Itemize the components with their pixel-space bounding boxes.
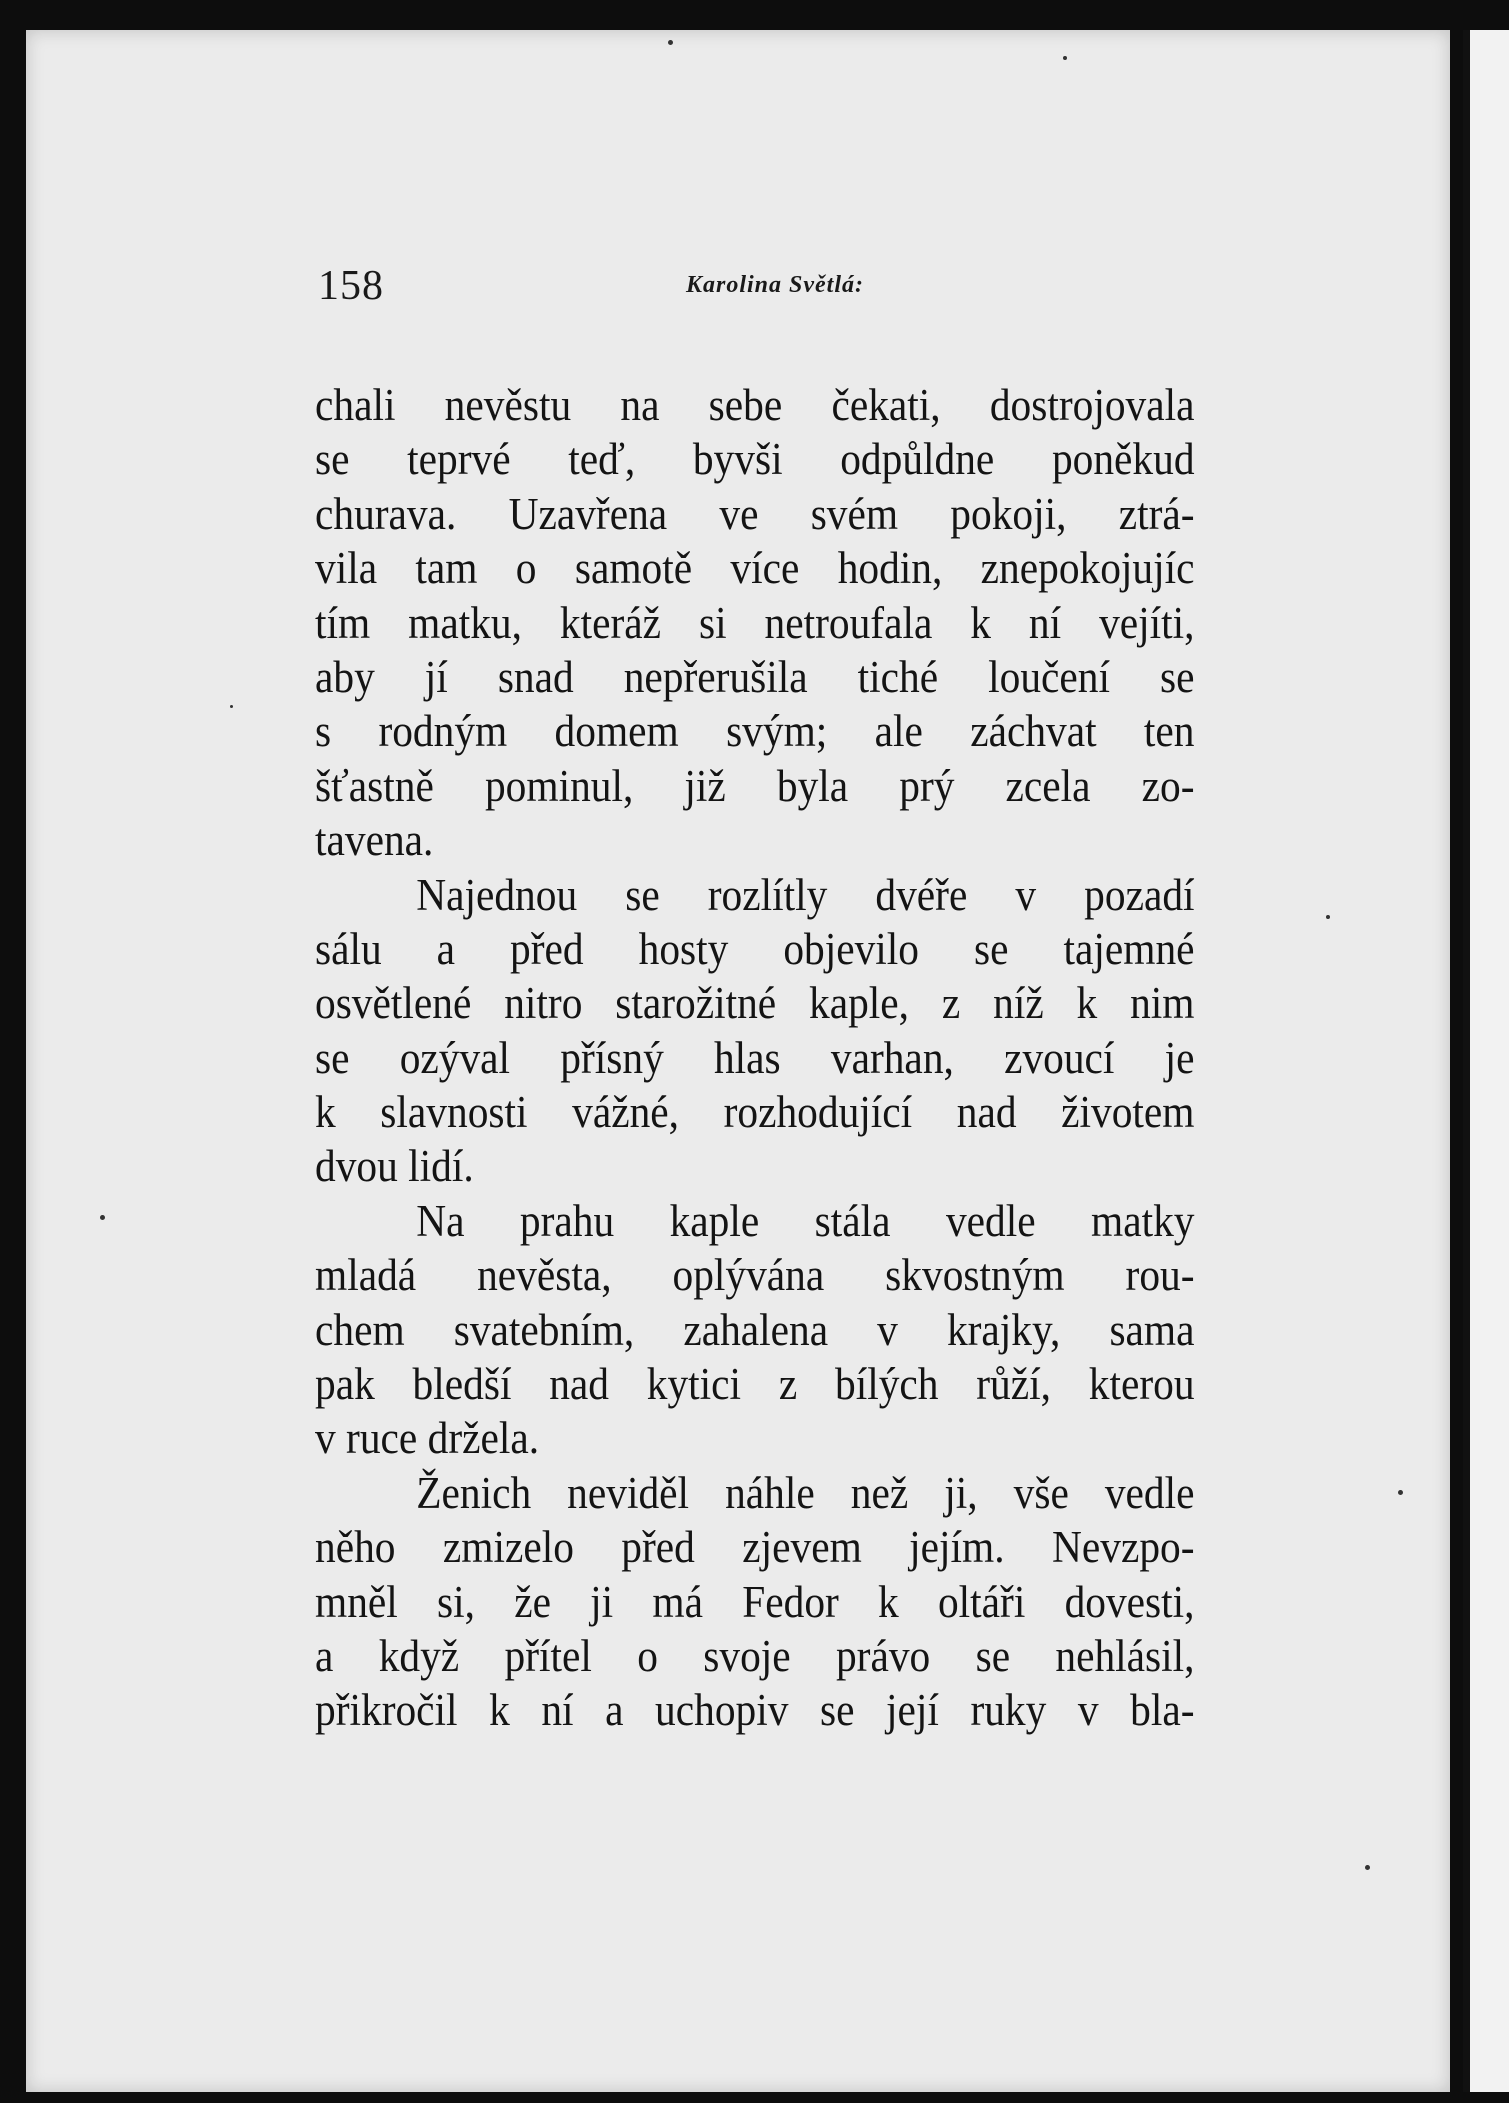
text-line: se ozýval přísný hlas varhan, zvoucí je [315,1032,1195,1083]
text-line: pak bledší nad kytici z bílých růží, kterou [315,1359,1195,1410]
text-line: sálu a před hosty objevilo se tajemné [315,923,1195,974]
running-head: Karolina Světlá: [686,272,865,298]
text-line: a když přítel o svoje právo se nehlásil, [315,1630,1195,1681]
text-line: tavena. [315,815,434,866]
scan-speck [230,705,233,708]
text-line: chali nevěstu na sebe čekati, dostrojovala [315,380,1195,430]
scan-speck [668,40,673,45]
text-line: mladá nevěsta, oplývána skvostným rou- [315,1250,1195,1301]
text-line: Na prahu kaple stála vedle matky [416,1195,1195,1246]
text-line: osvětlené nitro starožitné kaple, z níž k nim [315,978,1195,1029]
scan-speck [1326,915,1330,919]
scan-speck [1063,56,1067,60]
text-line: mněl si, že ji má Fedor k oltáři dovesti, [315,1576,1195,1627]
text-line: se teprvé teď, byvši odpůldne poněkud [315,434,1195,485]
text-line: dvou lidí. [315,1141,474,1192]
text-line: churava. Uzavřena ve svém pokoji, ztrá- [315,488,1195,539]
page-header [318,262,1268,322]
page-number: 158 [318,263,384,309]
scan-speck [100,1215,105,1220]
text-line: vila tam o samotě více hodin, znepokojujíc [315,543,1195,594]
text-line: Ženich neviděl náhle než ji, vše vedle [416,1467,1195,1518]
text-line: Najednou se rozlítly dvéře v pozadí [416,869,1195,920]
text-line: k slavnosti vážné, rozhodující nad životem [315,1087,1195,1138]
text-line: s rodným domem svým; ale záchvat ten [315,706,1195,757]
text-line: přikročil k ní a uchopiv se její ruky v bla- [315,1685,1195,1736]
text-line: chem svatebním, zahalena v krajky, sama [315,1304,1195,1355]
text-line: v ruce držela. [315,1413,540,1464]
body-text [315,378,1195,1738]
text-line: aby jí snad nepřerušila tiché loučení se [315,651,1195,702]
text-line: šťastně pominul, již byla prý zcela zo- [315,760,1195,811]
text-line: tím matku, kteráž si netroufala k ní vejíti, [315,597,1195,648]
text-line: něho zmizelo před zjevem jejím. Nevzpo- [315,1522,1195,1573]
scan-speck [1398,1490,1403,1495]
adjacent-page-strip [1470,30,1509,2092]
scan-speck [1365,1865,1370,1870]
